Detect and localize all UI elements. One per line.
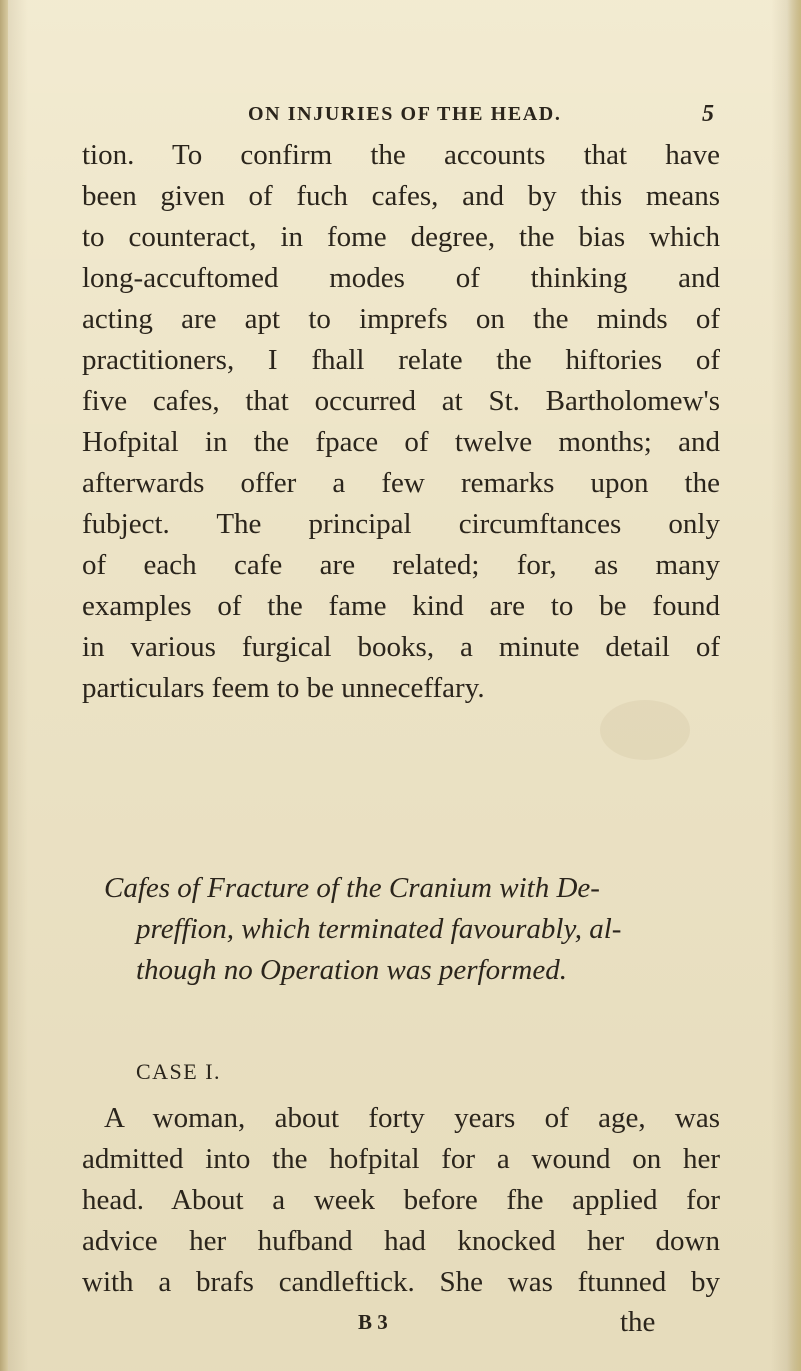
running-title: ON INJURIES OF THE HEAD. [248, 103, 562, 125]
case-line: advice her hufband had knocked her down [82, 1225, 720, 1257]
running-head [0, 103, 801, 133]
signature-mark: B 3 [358, 1310, 388, 1334]
case-line: with a brafs candleftick. She was ftunned by [82, 1266, 720, 1298]
catchword: the [620, 1306, 656, 1338]
body-line: Hofpital in the fpace of twelve months; and [82, 426, 720, 458]
body-line: to counteract, in fome degree, the bias which [82, 221, 720, 253]
case-line: A woman, about forty years of age, was [104, 1102, 720, 1134]
page-number: 5 [702, 101, 714, 127]
body-line: been given of fuch cafes, and by this means [82, 180, 720, 212]
case-line: head. About a week before fhe applied for [82, 1184, 720, 1216]
body-line: tion. To confirm the accounts that have [82, 139, 720, 171]
body-line: acting are apt to imprefs on the minds of [82, 303, 720, 335]
body-line: practitioners, I fhall relate the hiftories of [82, 344, 720, 376]
section-heading-line: Cafes of Fracture of the Cranium with De- [104, 872, 600, 904]
body-line: examples of the fame kind are to be found [82, 590, 720, 622]
body-line: particulars feem to be unneceffary. [82, 672, 485, 704]
body-line: afterwards offer a few remarks upon the [82, 467, 720, 499]
body-line: of each cafe are related; for, as many [82, 549, 720, 581]
case-line: admitted into the hofpital for a wound on her [82, 1143, 720, 1175]
case-label: CASE I. [136, 1059, 222, 1084]
body-line: fubject. The principal circumftances only [82, 508, 720, 540]
body-line: five cafes, that occurred at St. Bartholomew's [82, 385, 720, 417]
section-heading-line: preffion, which terminated favourably, al- [136, 913, 622, 945]
page-gutter-shadow [0, 0, 8, 1371]
section-heading-line: though no Operation was performed. [136, 954, 567, 986]
page-edge-shadow [787, 0, 801, 1371]
body-line: long-accuftomed modes of thinking and [82, 262, 720, 294]
paper-stain [600, 700, 690, 760]
body-line: in various furgical books, a minute detail of [82, 631, 720, 663]
